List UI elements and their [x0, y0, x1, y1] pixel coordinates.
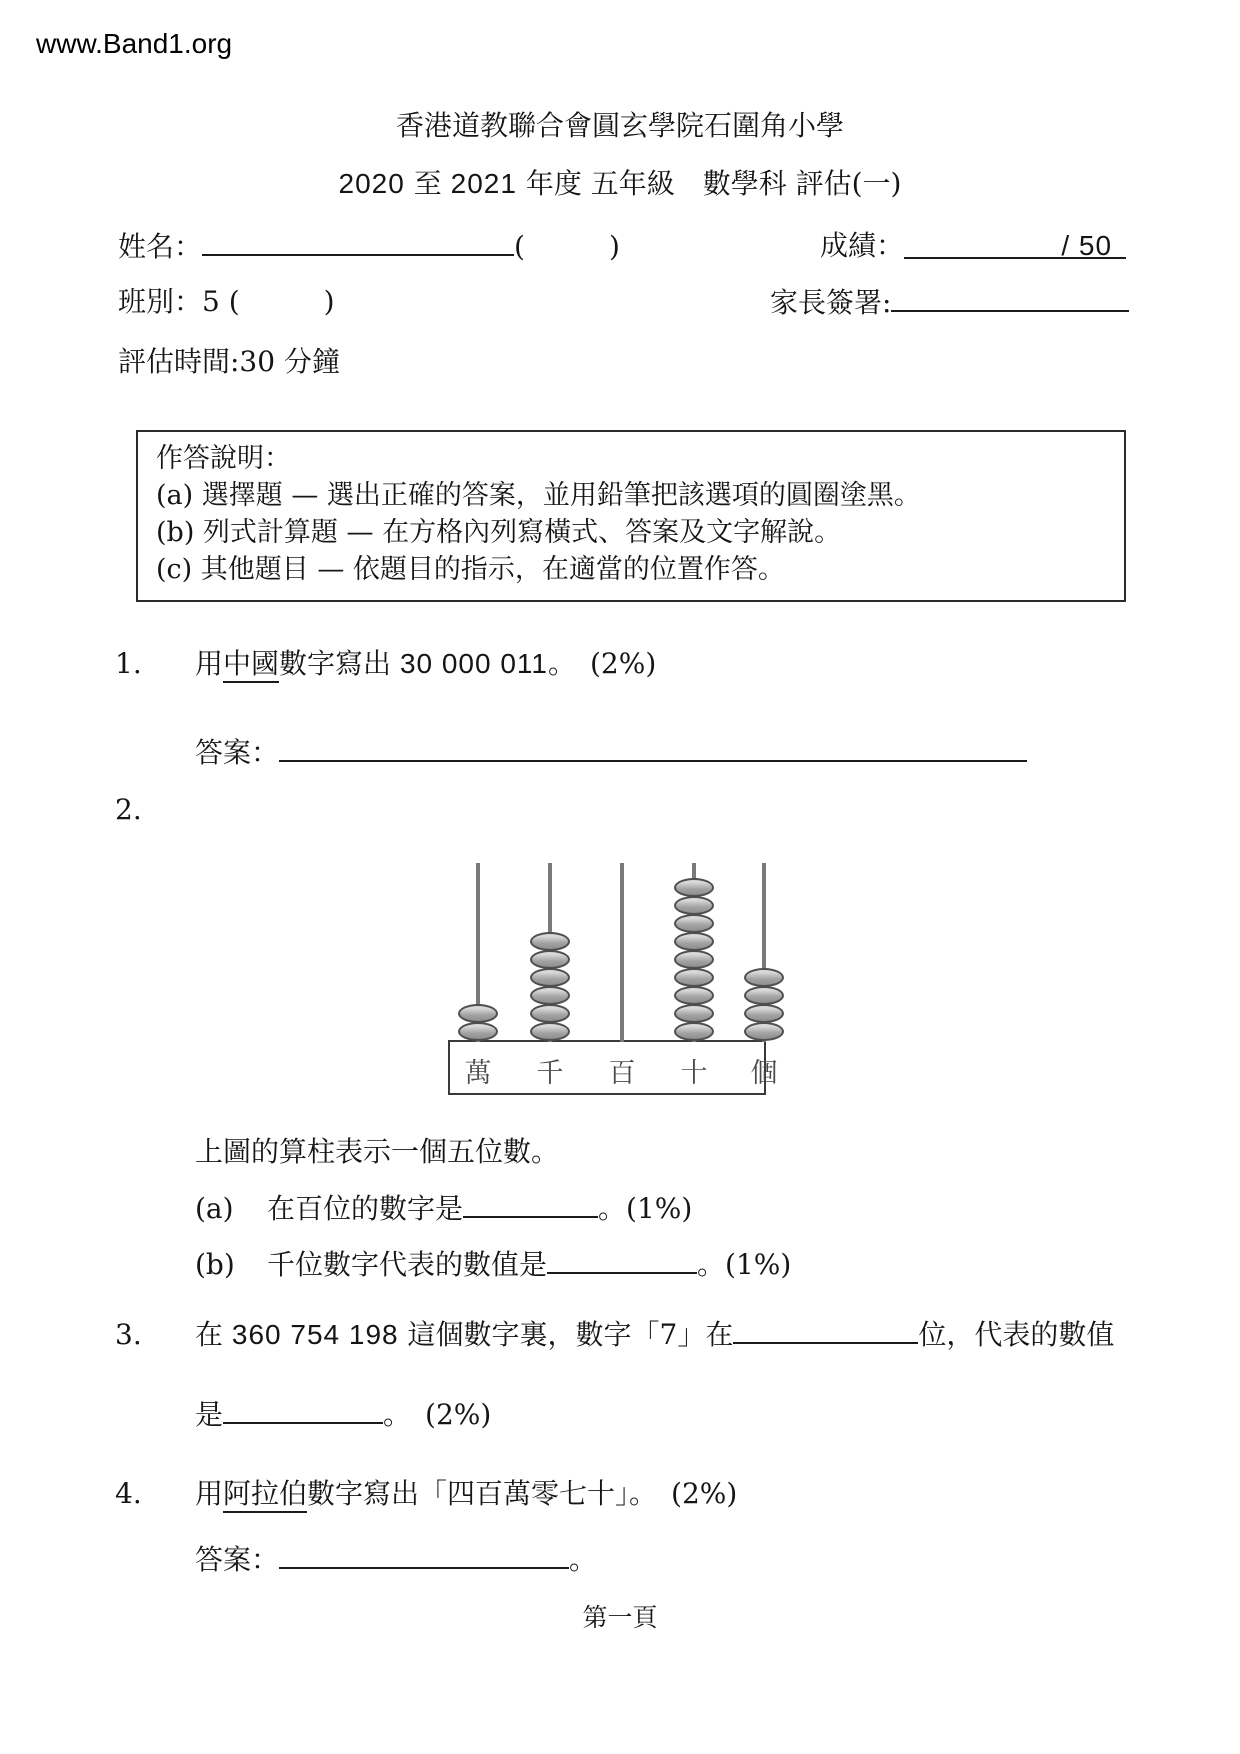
parent-sign-blank [891, 280, 1129, 312]
q3-place-blank [733, 1312, 918, 1344]
question-1 [115, 642, 656, 682]
q1-answer-blank [279, 730, 1027, 762]
q1-answer-label: 答案： [195, 736, 280, 769]
abacus-rod [620, 863, 624, 1042]
q4-underlined-term: 阿拉伯 [223, 1477, 307, 1513]
exam-title-mid: 至 [404, 167, 451, 200]
q4-post: 數字寫出「四百萬零七十」。 (2%) [307, 1477, 738, 1510]
instruction-item-c: (c) 其他題目 — 依題目的指示，在適當的位置作答。 [156, 554, 785, 585]
name-blank [202, 224, 514, 256]
instruction-item-b: (b) 列式計算題 — 在方格內列寫橫式、答案及文字解說。 [156, 517, 842, 548]
abacus-column-label: 萬 [464, 1058, 492, 1089]
time-label: 評估時間:30 分鐘 [118, 345, 340, 378]
q2a-post: 。(1%) [598, 1192, 693, 1225]
abacus-column-label: 十 [680, 1058, 708, 1089]
abacus-bead [674, 1004, 714, 1023]
abacus-bead [530, 968, 570, 987]
instructions-heading: 作答說明： [156, 443, 291, 474]
abacus-bead [674, 986, 714, 1005]
abacus-bead [458, 1004, 498, 1023]
parent-sign-label: 家長簽署: [770, 286, 892, 319]
abacus-bead [744, 1022, 784, 1041]
instruction-item-a: (a) 選擇題 — 選出正確的答案，並用鉛筆把該選項的圓圈塗黑。 [156, 480, 921, 511]
q3-pre: 在 [195, 1318, 232, 1351]
abacus-bead [674, 950, 714, 969]
q1-post: 。 (2%) [548, 647, 657, 680]
q3-line2-post: 。 (2%) [383, 1398, 492, 1431]
question-3 [115, 1312, 1114, 1353]
exam-title [0, 162, 1240, 202]
abacus-bead [530, 932, 570, 951]
abacus-bead [458, 1022, 498, 1041]
question-1-number: 1. [115, 647, 142, 680]
watermark: www.Band1.org [36, 28, 233, 59]
abacus-column-label: 個 [750, 1058, 778, 1089]
abacus-bead [530, 1022, 570, 1041]
q3-value-blank [223, 1392, 383, 1424]
abacus-bead [674, 968, 714, 987]
name-paren: ( ) [514, 230, 620, 263]
score-total: / 50 [1061, 230, 1113, 261]
abacus-column-label: 千 [536, 1058, 564, 1089]
school-name: 香港道教聯合會圓玄學院石圍角小學 [395, 109, 844, 142]
q2-caption: 上圖的算柱表示一個五位數。 [195, 1135, 560, 1168]
name-row-left [118, 224, 620, 265]
abacus-bead [530, 1004, 570, 1023]
q4-answer-label: 答案： [195, 1543, 280, 1576]
page-number: 第一頁 [582, 1603, 658, 1632]
q4-answer-row [195, 1537, 597, 1578]
q1-mid: 數字寫出 [279, 647, 400, 680]
abacus-bead [674, 878, 714, 897]
abacus-bead [674, 1022, 714, 1041]
abacus-bead [744, 1004, 784, 1023]
q2a-number: (a) [195, 1192, 234, 1225]
abacus-bead [744, 968, 784, 987]
exam-year-end: 2021 [450, 168, 517, 199]
parent-sign-row [770, 280, 1129, 321]
q3-mid: 這個數字裏，數字「7」在 [398, 1318, 734, 1351]
q2-part-a [195, 1186, 692, 1227]
score-row [820, 224, 1126, 264]
abacus-bead [744, 986, 784, 1005]
q1-pre: 用 [195, 647, 224, 680]
exam-title-rest: 年度 五年級 數學科 評估(一) [516, 167, 902, 200]
abacus-column-label: 百 [608, 1058, 636, 1089]
abacus-bead [530, 950, 570, 969]
q2b-post: 。(1%) [697, 1248, 792, 1281]
question-4-number: 4. [115, 1477, 142, 1510]
q4-pre: 用 [195, 1477, 224, 1510]
abacus-bead [674, 932, 714, 951]
abacus-bead [530, 986, 570, 1005]
instructions-box [136, 430, 1126, 602]
q2-part-b [195, 1242, 791, 1283]
q3-number-value: 360 754 198 [231, 1319, 399, 1350]
q3-line2-pre: 是 [195, 1398, 224, 1431]
q1-number-value: 30 000 011 [399, 648, 548, 679]
q3-post: 位，代表的數值 [918, 1318, 1115, 1351]
q4-answer-blank [279, 1537, 569, 1569]
q1-answer-row [195, 730, 1027, 771]
abacus-bead [674, 914, 714, 933]
q4-answer-post: 。 [569, 1543, 598, 1576]
question-3-number: 3. [115, 1318, 142, 1351]
exam-year-start: 2020 [338, 168, 405, 199]
class-label: 班別：5 ( ) [118, 285, 335, 318]
question-4 [115, 1472, 737, 1512]
abacus-diagram [440, 855, 778, 1100]
q1-underlined-term: 中國 [223, 647, 279, 683]
abacus-bead [674, 896, 714, 915]
q2b-number: (b) [195, 1248, 235, 1281]
q2b-answer-blank [547, 1242, 697, 1274]
q3-line2 [195, 1392, 491, 1433]
q2b-text: 千位數字代表的數值是 [267, 1248, 548, 1281]
score-blank [904, 229, 1126, 259]
name-label: 姓名： [118, 230, 203, 263]
score-label: 成績： [820, 229, 905, 262]
q2a-text: 在百位的數字是 [267, 1192, 464, 1225]
question-2-number: 2. [115, 793, 142, 826]
q2a-answer-blank [463, 1186, 598, 1218]
